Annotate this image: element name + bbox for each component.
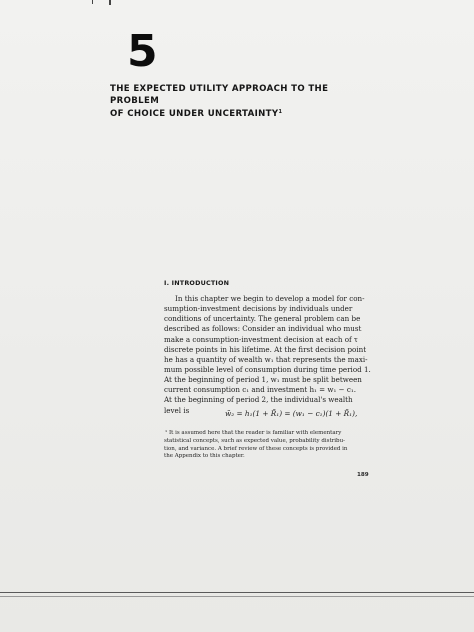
footnote-line: ¹ It is assumed here that the reader is familiar with elementary (165, 430, 342, 436)
chapter-title-line-2 (110, 107, 370, 121)
title-footnote-marker: 1 (278, 109, 282, 115)
page-number: 189 (357, 472, 369, 478)
body-line: sumption-investment decisions by individuals under (164, 304, 353, 314)
body-line: discrete points in his lifetime. At the first decision point (164, 344, 367, 354)
chapter-number: 5 (127, 26, 158, 77)
body-line: At the beginning of period 2, the individual's wealth (164, 395, 353, 405)
footnote-line: the Appendix to this chapter. (164, 453, 245, 460)
section-heading: I. INTRODUCTION (164, 279, 230, 287)
body-line: current consumption c₁ and investment h₁ = w₁ − c₁. (164, 385, 357, 395)
footnote (164, 430, 379, 461)
body-line: level is (164, 405, 190, 415)
chapter-title (110, 84, 370, 121)
footnote-line: statistical concepts, such as expected value, probability distribu- (164, 437, 345, 444)
body-line: make a consumption-investment decision at each of τ (164, 334, 358, 344)
chapter-title-line-2-text: OF CHOICE UNDER UNCERTAINTY (110, 109, 279, 119)
body-line: conditions of uncertainty. The general problem can be (164, 314, 361, 324)
footnote-line: tion, and variance. A brief review of these concepts is provided in (164, 445, 348, 452)
body-line: At the beginning of period 1, w₁ must be split between (164, 375, 362, 385)
wealth-equation: w̃₂ = h₁(1 + R̃₁) = (w₁ − c₁)(1 + R̃₁), (225, 409, 358, 418)
scan-edge-rule-secondary (0, 596, 474, 597)
scan-mark-left (92, 0, 93, 4)
body-paragraph (164, 294, 374, 416)
scan-mark-right (109, 0, 111, 5)
body-line: In this chapter we begin to develop a model for con- (175, 294, 365, 303)
body-line: mum possible level of consumption during time period 1. (164, 364, 371, 374)
body-line: he has a quantity of wealth w₁ that represents the maxi- (164, 354, 368, 364)
body-line: described as follows: Consider an individual who must (164, 324, 362, 334)
chapter-title-line-1: THE EXPECTED UTILITY APPROACH TO THE PROBLEM (110, 84, 329, 106)
scan-edge-rule (0, 592, 474, 593)
